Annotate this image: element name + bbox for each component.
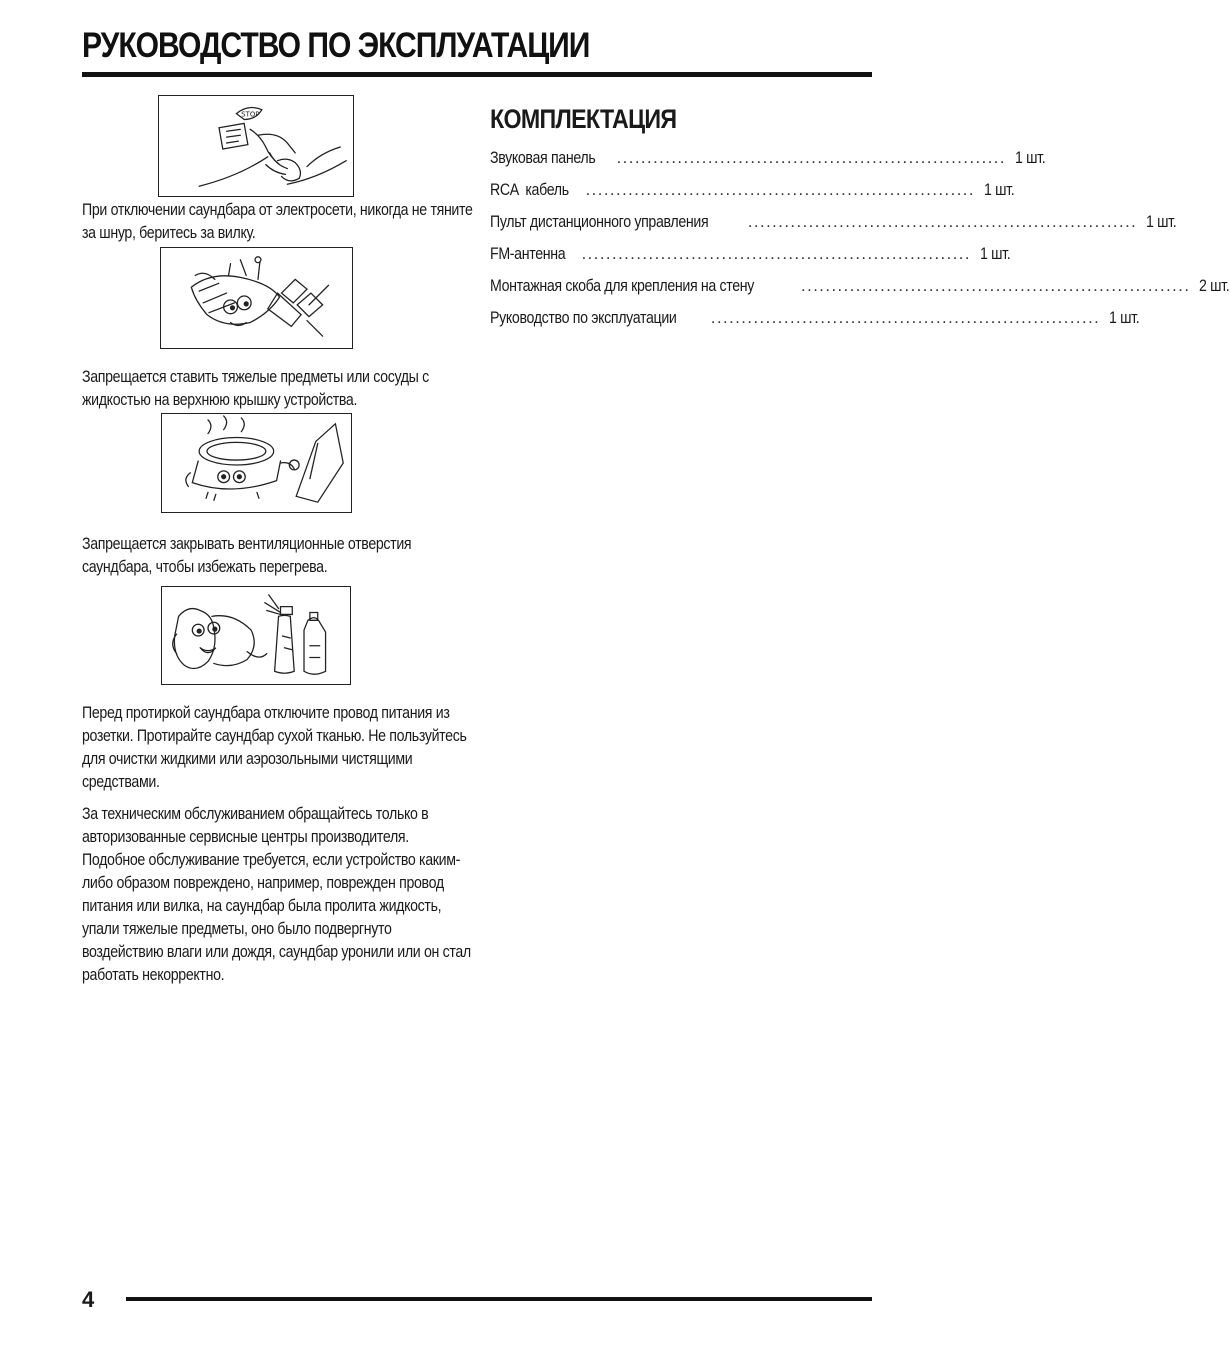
page-number: 4: [82, 1287, 95, 1312]
unplug-text: При отключении саундбара от электросети, никогда не тяните за шнур, беритесь за вилку.: [82, 201, 473, 242]
stop-label: STOP: [241, 110, 260, 119]
list-item: Пульт дистанционного управления ................................................................ 1 шт.: [490, 213, 1177, 231]
title-divider: [82, 72, 872, 77]
package-section: [490, 104, 1230, 341]
list-item: FM-антенна ................................................................ 1 шт.: [490, 245, 1011, 263]
cleaning-text: Перед протиркой саундбара отключите провод питания из розетки. Протирайте саундбар сухой тканью. Не пользуйтесь для очистки жидкими или аэрозольными чистящими средствами.: [82, 704, 467, 791]
list-item: Руководство по эксплуатации ................................................................ 1 шт.: [490, 309, 1140, 327]
ventilation-figure: [161, 413, 352, 513]
unplug-figure: [158, 95, 354, 197]
safety-instructions: [82, 95, 472, 987]
package-list: [490, 149, 1230, 341]
cleaning-figure: [161, 586, 351, 685]
list-item: Монтажная скоба для крепления на стену ................................................................ 2 шт.: [490, 277, 1230, 295]
package-title: КОМПЛЕКТАЦИЯ: [490, 104, 677, 134]
list-item: Звуковая панель ................................................................ 1 шт.: [490, 149, 1046, 167]
footer-divider: [126, 1297, 872, 1301]
list-item: RCA кабель ................................................................ 1 шт.: [490, 181, 1015, 199]
no-heavy-objects-text: Запрещается ставить тяжелые предметы или сосуды с жидкостью на верхнюю крышку устройства.: [82, 368, 429, 409]
page-title: РУКОВОДСТВО ПО ЭКСПЛУАТАЦИИ: [82, 26, 590, 65]
no-heavy-objects-figure: [160, 247, 353, 349]
service-text: За техническим обслуживанием обращайтесь только в авторизованные сервисные центры производителя. Подобное обслуживание требуется, если устройство каким-либо образом повреждено, например, поврежден провод питания или вилка, на саундбар была пролита жидкость, упали тяжелые предметы, оно было подвергнуто воздействию влаги или дождя, саундбар уронили или он стал работать некорректно.: [82, 805, 471, 984]
ventilation-text: Запрещается закрывать вентиляционные отверстия саундбара, чтобы избежать перегрева.: [82, 535, 412, 576]
